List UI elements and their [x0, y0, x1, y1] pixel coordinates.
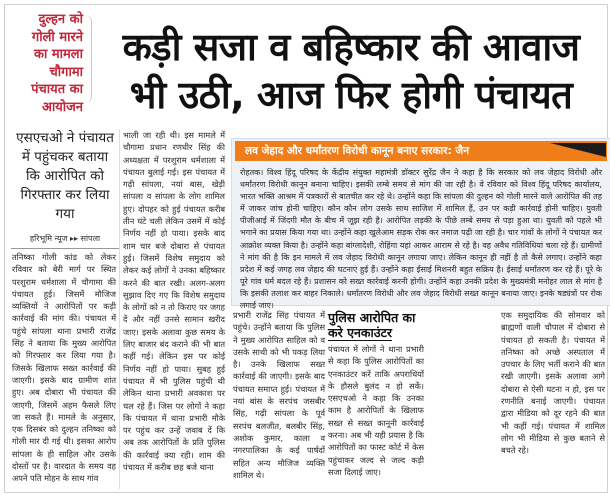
- headline-line-1: कड़ी सजा व बहिष्कार की आवाज: [122, 25, 580, 69]
- article-column-4: पंचायत में लोगों ने थाना प्रभारी से कहा कि पुलिस आरोपितों का एनकाउंटर करें ताकि अपराधियों के हौसले बुलंद न हो सकें। एसएचओ ने कहा कि उनका काम है आरोपितों के खिलाफ सख्त से सख्त कानूनी कार्रवाई करना। अब भी यही प्रयास है कि आरोपितों का फास्ट कोर्ट में केस पहुंचाकर जल्द से जल्द कड़ी सजा दिलाई जाए।: [328, 344, 424, 477]
- kicker-line: गोली मारने: [31, 29, 83, 45]
- headline: [95, 23, 607, 119]
- sidebar-banner: लव जेहाद और धर्मांतरण विरोधी कानून बनाए सरकार: जैन: [235, 141, 541, 161]
- article-column-3: प्रभारी राजेंद्र सिंह पंचायत में पहुंचे। उन्होंने बताया कि पुलिस ने मुख्य आरोपित साहिल को व उसके साथी को भी पकड़ लिया है। उनके खिलाफ सख्त कार्रवाई की जाएगी। इसके बाद पंचायत समाप्त हुई। पंचायत में नयां बांस के सरपंच जसबीर सिंह, गढ़ी सांपला के पूर्व सरपंच बलजीत, बलबीर सिंह, अशोक कुमार, काला व नगरपालिका के कई पार्षदों सहित अन्य मौजिज व्यक्ति शामिल थे।: [233, 310, 325, 480]
- column-divider: [119, 129, 120, 489]
- kicker-brace-divider: [85, 15, 92, 103]
- kicker-line: का मामला: [34, 47, 83, 62]
- article-column-2: भाली जा रही थी। इस मामले में चौगामा प्रधान रणधीर सिंह की अध्यक्षता में परशुराम धर्मशाला में पंचायत बुलाई गई। इस पंचायत में गढ़ी सांपला, नयां बास, खेड़ी सांपला व सांपला के लोग शामिल हुए। दोपहर को हुई पंचायत करीब तीन घंटे चली लेकिन उसमें में कोई निर्णय नहीं हो पाया। इसके बाद शाम चार बजे दोबारा से पंचायत हुई। जिसमें विशेष समुदाय को लेकर कई लोगों ने उनका बहिष्कार करने की बात रखी। अलग-अलग सुझाव दिए गए कि विशेष समुदाय के लोगों को न तो किराए पर जगह दें और नहीं उनसे सामान खरीद जाए। इसके अलावा कुछ समय के लिए बाजार बंद कराने की भी बात कहीं गई। लेकिन इस पर कोई निर्णय नहीं हो पाया। सुबह हुई पंचायत में भी पुलिस पहुंची थी लेकिन थाना प्रभारी अवकाश पर चल रहे हैं। जिस पर लोगों ने कहा कि पंचायत में थाना प्रभारी मौके पर पहुंच कर उन्हें जवाब दें कि अब तक आरोपितों के प्रति पुलिस की कार्रवाई क्या रही। शाम की पंचायत में करीब छह बजे थाना: [123, 130, 225, 473]
- kicker-line: आयोजन: [41, 99, 83, 115]
- section-heading-line-1: पुलिस आरोपित का: [328, 310, 416, 325]
- newspaper-clipping: [4, 4, 608, 493]
- section-heading: [328, 310, 428, 340]
- byline-divider: [11, 248, 119, 249]
- section-heading-line-2-wrap: [328, 325, 428, 340]
- kicker-line: चौगामा: [49, 64, 83, 80]
- headline-line-2: भी उठी, आज फिर होगी पंचायत: [129, 73, 573, 117]
- kicker-line: दुल्हन को: [38, 12, 83, 27]
- subheadline: एसएचओ ने पंचायत में पहुंचकर बताया कि आरोपित को गिरफ्तार कर लिया गया: [16, 130, 114, 222]
- article-column-5: एक समुदायिक की सोमवार को ब्राह्मणों वाली चौपाल में दोबारा से पंचायत हो सकती है। पंचायत में तनिष्का को अच्छे अस्पताल में उपचार के लिए भर्ती कराने की बात रखी जाएगी। इसके अलावा आगे दोबारा से ऐसी घटना न हो, इस पर रणनीति बनाई जाएगी। पंचायत द्वारा मीडिया को दूर रहने की बात भी कहीं गई। पंचायत में शामिल लोग भी मीडिया से कुछ बताने से बचते रहे।: [501, 310, 605, 456]
- banner-wedge-dark: [550, 143, 606, 157]
- article-column-1: तनिष्का गोली कांड को लेकर रविवार को बेरी मार्ग पर स्थित परशुराम धर्मशाला में चौगामा की पंचायत हुई। जिसमें मौजिज व्यक्तियों ने आरोपितों पर कड़ी कार्रवाई की मांग की। पंचायत में पहुंचे सांपला थाना प्रभारी राजेंद्र सिंह ने बताया कि मुख्य आरोपित को गिरफ्तार कर लिया गया है। जिसके खिलाफ सख्त कार्रवाई की जाएगी। इसके बाद ग्रामीण शांत हुए। अब दोबारा भी पंचायत की जाएगी, जिसमें अहम फैसले लिए जा सकते हैं। मामले के अनुसार, एक दिसबंर को दुल्हन तनिष्का को गोली मार दी गई थी। इसका आरोप सांपला के ही साहिल और उसके दोस्तों पर है। वारदात के समय वह अपने पति मोहन के साथ गांव: [12, 252, 116, 484]
- sidebar-text: रोहतक। विश्व हिंदू परिषद के केंद्रीय संयुक्त महामंत्री डॉक्टर सुरेंद्र जैन ने कहा है कि सरकार को लव जेहाद विरोधी और धर्मांतरण विरोधी कानून बनाना चाहिए। इसकी लम्बे समय से मांग की जा रही है। वे रविवार को विश्व हिंदू परिषद कार्यालय, भारत भक्ति आश्रम में पत्रकारों से बातचीत कर रहे थे। उन्होंने कहा कि सांपला की दुल्हन को गोली मारने वाले आरोपित की तह में जाकर जांच होनी चाहिए। कौन कौन लोग उसके साथ साजिश में शामिल हैं, उन पर कड़ी कार्रवाई होनी चाहिए। युवती पीजीआई में जिंदगी मौत के बीच में जूझ रही है। आरोपित लड़की के पीछे लम्बे समय से पड़ा हुआ था। युवती को पहले भी भगाने का प्रयास किया गया था। उन्होंने कहा खुलेआम सड़क रोक कर नमाज पढ़ी जा रही है। चार गांवों के लोगों ने पंचायत कर आक्रोश व्यक्त किया है। उन्होंने कहा बांग्लादेशी, रोहिंगा यहां आकर आराम से रहे है। वह अवैध गतिविधियां चला रहे हैं। ग्रामीणों ने मांग की है कि इन मामले में लव जेहाद विरोधी कानून लगाया जाए। लेकिन कानून ही नहीं है तो कैसे लगाए। उन्होंने कहा प्रदेश में कई जगह लव जेहाद की घटनाएं हुई हैं। उन्होंने कहा ईसाई मिशनरी बहुत सक्रिय है। ईसाई धर्मांतरण कर रहे हैं। पूरे के पूरे गांव धर्म बदल रहे हैं। प्रशासन को सख्त कार्रवाई करनी होगी। उन्होंने कहा उनकी प्रदेश के मुख्यमंत्री मनोहर लाल से मांग है कि इसकी तलाश कर बाहर निकाले। धर्मांतरण विरोधी और लव जेहाद विरोधी सख्त कानून बनाया जाए। इनके षड्यंत्रों पर रोक लगाई जाए।: [240, 168, 602, 311]
- kicker-line: पंचायत का: [31, 82, 83, 97]
- kicker: [11, 11, 83, 116]
- section-heading-line-2: करे एनकाउंटर: [328, 325, 393, 340]
- byline: हरिभूमि न्यूज ▸▸ सांपला: [29, 234, 101, 243]
- sidebar-box: [231, 138, 610, 311]
